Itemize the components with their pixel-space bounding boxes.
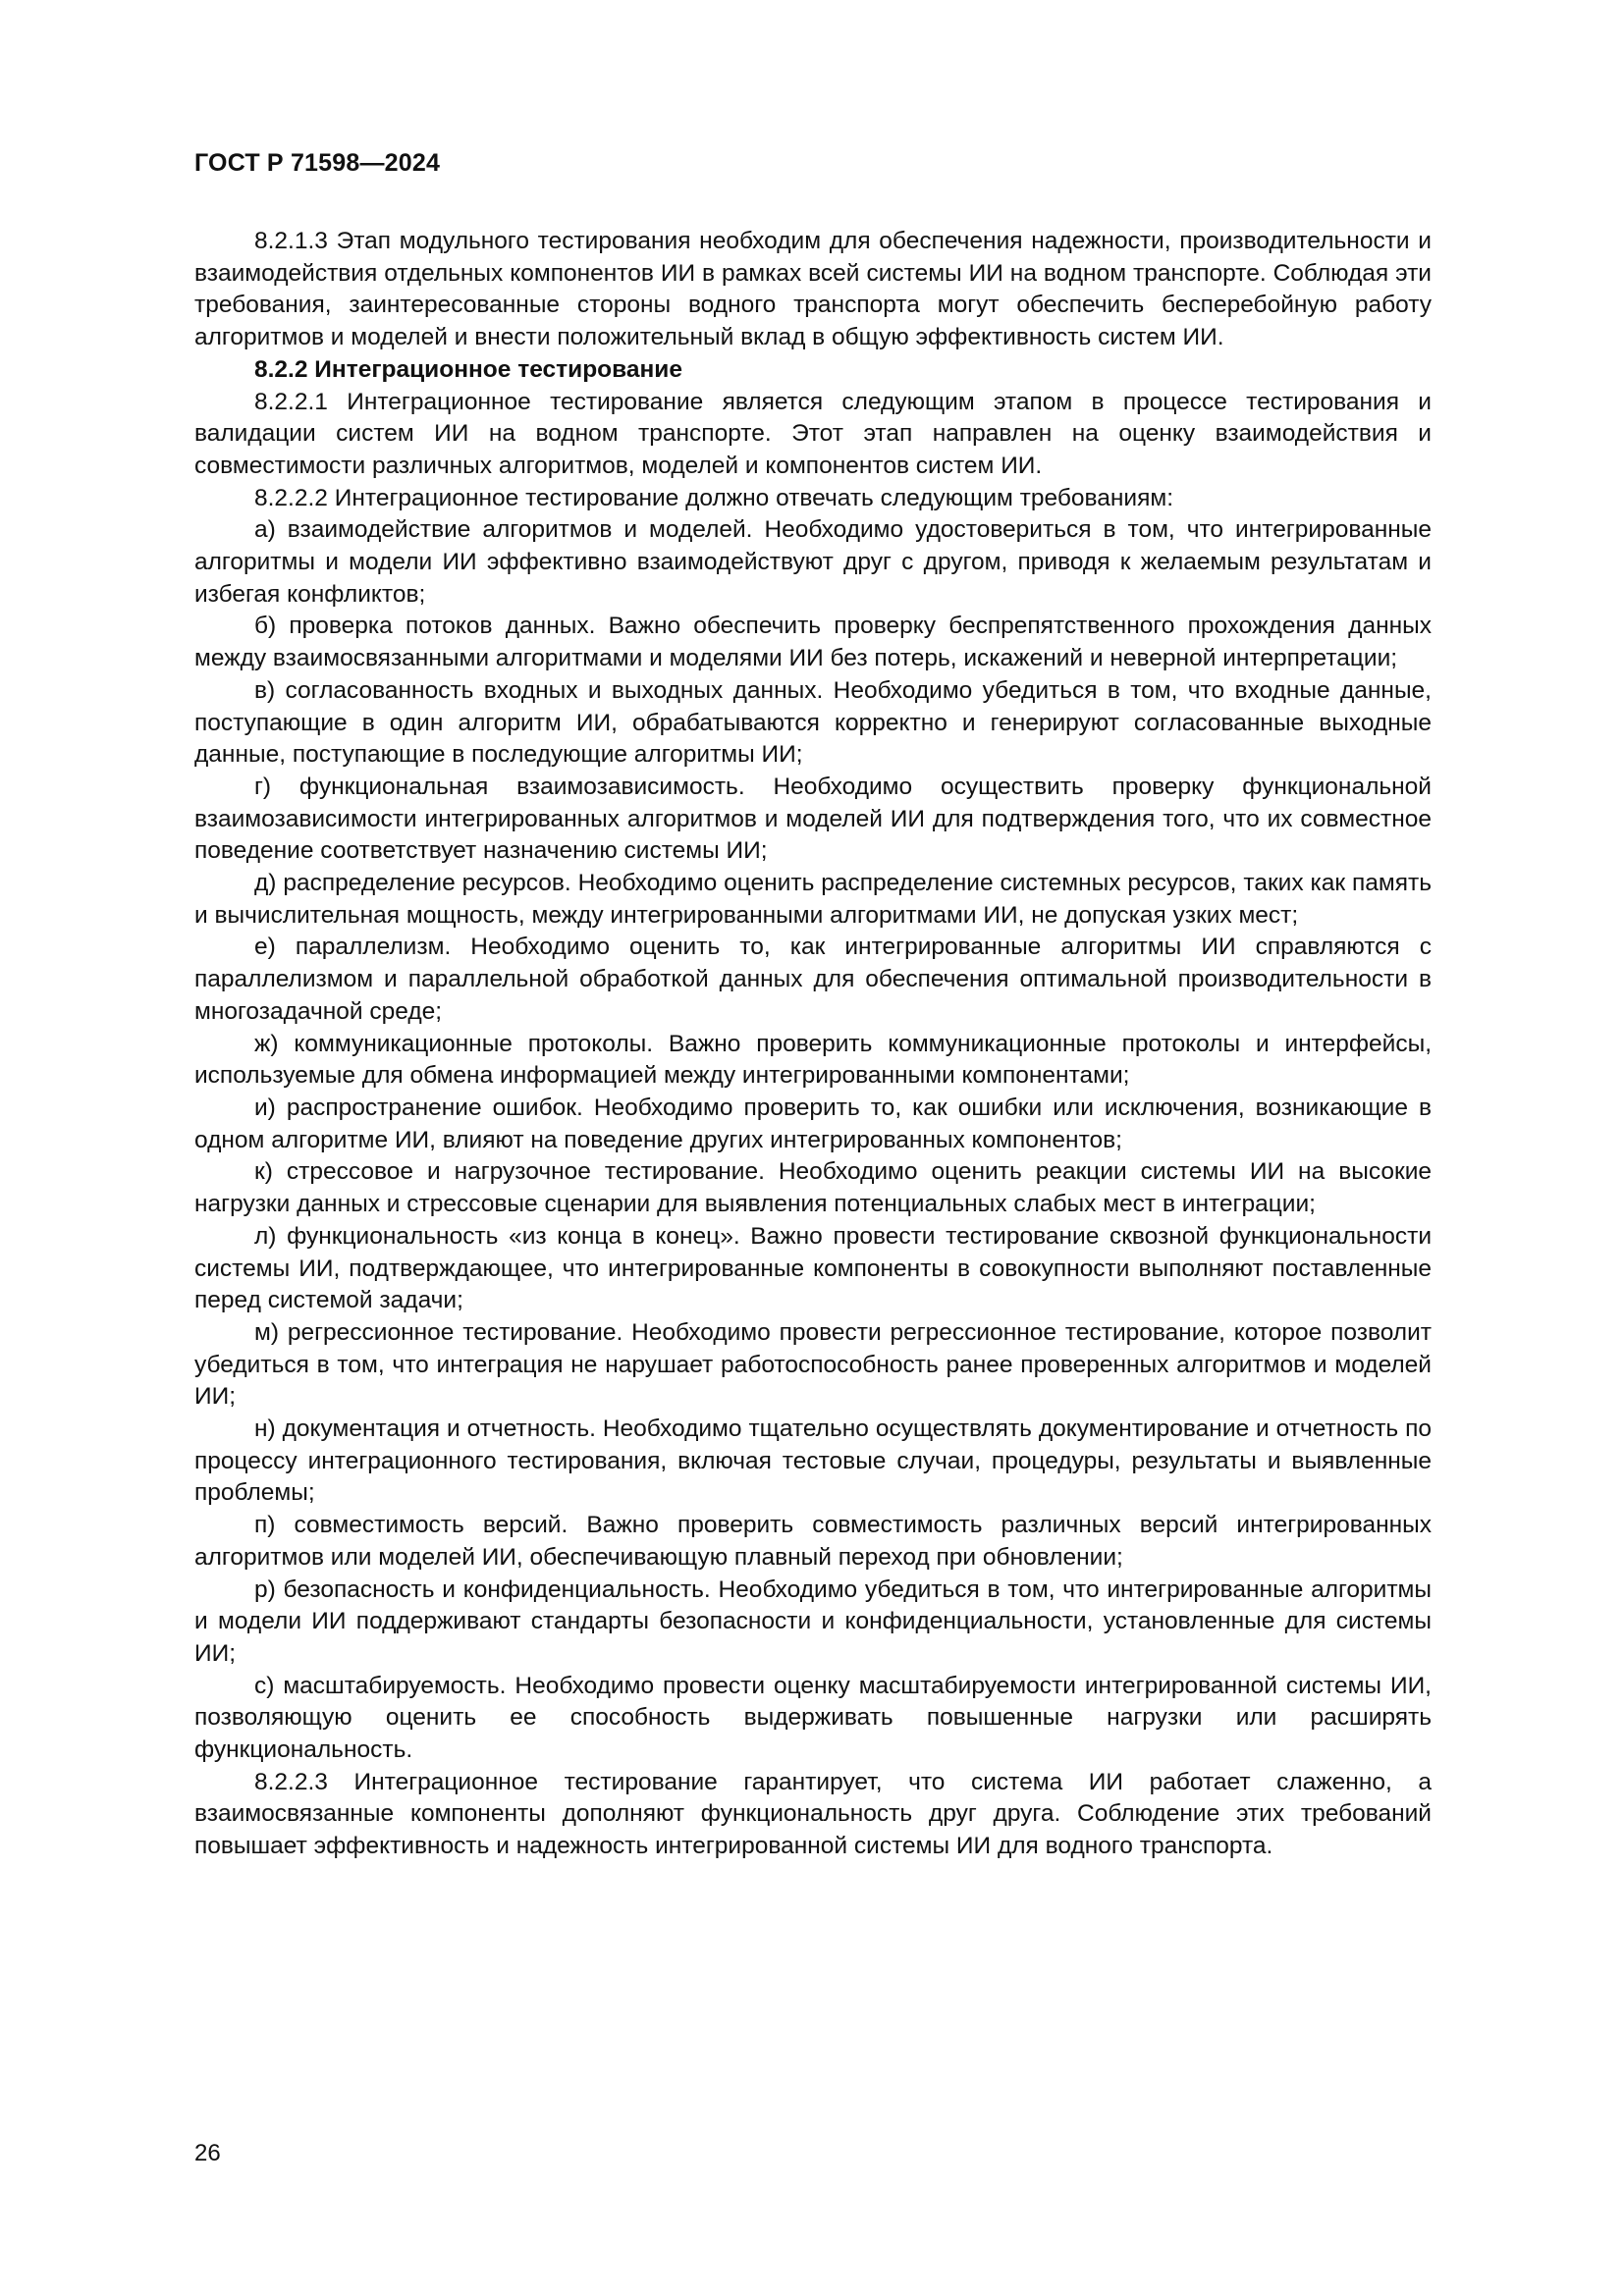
list-item-r: р) безопасность и конфиденциальность. Необходимо убедиться в том, что интегрированные алгоритмы и модели ИИ поддерживают стандарты безопасности и конфиденциальности, установленные для системы ИИ; xyxy=(194,1575,1432,1667)
list-item-zh: ж) коммуникационные протоколы. Важно проверить коммуникационные протоколы и интерфейсы, используемые для обмена информацией между интегрированными компонентами; xyxy=(194,1030,1432,1090)
list-item-d: д) распределение ресурсов. Необходимо оценить распределение системных ресурсов, таких как память и вычислительная мощность, между интегрированными алгоритмами ИИ, не допуская узких мест; xyxy=(194,870,1432,929)
list-item-k: к) стрессовое и нагрузочное тестирование. Необходимо оценить реакции системы ИИ на высокие нагрузки данных и стрессовые сценарии для выявления потенциальных слабых мест в интеграции; xyxy=(194,1158,1432,1218)
document-number: ГОСТ Р 71598—2024 xyxy=(194,149,441,177)
list-item-s: с) масштабируемость. Необходимо провести оценку масштабируемости интегрированной системы ИИ, позволяющую оценить ее способность выдерживать повышенные нагрузки или расширять функциональность. xyxy=(194,1672,1432,1764)
list-item-n: н) документация и отчетность. Необходимо тщательно осуществлять документирование и отчетность по процессу интеграционного тестирования, включая тестовые случаи, процедуры, результаты и выявленные проблемы; xyxy=(194,1415,1432,1507)
list-item-b: б) проверка потоков данных. Важно обеспечить проверку беспрепятственного прохождения данных между взаимосвязанными алгоритмами и моделями ИИ без потерь, искажений и неверной интерпретации; xyxy=(194,613,1432,672)
list-item-p: п) совместимость версий. Важно проверить совместимость различных версий интегрированных алгоритмов или моделей ИИ, обеспечивающую плавный переход при обновлении; xyxy=(194,1512,1432,1571)
list-item-e: е) параллелизм. Необходимо оценить то, как интегрированные алгоритмы ИИ справляются с параллелизмом и параллельной обработкой данных для обеспечения оптимальной производительности в многозадачной среде; xyxy=(194,934,1432,1025)
list-item-m: м) регрессионное тестирование. Необходимо провести регрессионное тестирование, которое позволит убедиться в том, что интеграция не нарушает работоспособность ранее проверенных алгоритмов и моделей ИИ; xyxy=(194,1318,1432,1411)
document-body xyxy=(194,226,1432,1863)
list-item-i: и) распространение ошибок. Необходимо проверить то, как ошибки или исключения, возникающие в одном алгоритме ИИ, влияют на поведение других интегрированных компонентов; xyxy=(194,1094,1432,1153)
list-item-v: в) согласованность входных и выходных данных. Необходимо убедиться в том, что входные данные, поступающие в один алгоритм ИИ, обрабатываются корректно и генерируют согласованные выходные данные, поступающие в последующие алгоритмы ИИ; xyxy=(194,676,1432,769)
list-item-a: а) взаимодействие алгоритмов и моделей. Необходимо удостовериться в том, что интегрированные алгоритмы и модели ИИ эффективно взаимодействуют друг с другом, приводя к желаемым результатам и избегая конфликтов; xyxy=(194,516,1432,608)
list-item-g: г) функциональная взаимозависимость. Необходимо осуществить проверку функциональной взаимозависимости интегрированных алгоритмов и моделей ИИ для подтверждения того, что их совместное поведение соответствует назначению системы ИИ; xyxy=(194,773,1432,865)
paragraph-8-2-2-3: 8.2.2.3 Интеграционное тестирование гарантирует, что система ИИ работает слаженно, а взаимосвязанные компоненты дополняют функциональность друг друга. Соблюдение этих требований повышает эффективность и надежность интегрированной системы ИИ для водного транспорта. xyxy=(194,1768,1432,1860)
paragraph-8-2-2-1: 8.2.2.1 Интеграционное тестирование является следующим этапом в процессе тестирования и валидации систем ИИ на водном транспорте. Этот этап направлен на оценку взаимодействия и совместимости различных алгоритмов, моделей и компонентов систем ИИ. xyxy=(194,388,1432,479)
section-heading-8-2-2: 8.2.2 Интеграционное тестирование xyxy=(254,355,682,383)
list-item-l: л) функциональность «из конца в конец». Важно провести тестирование сквозной функциональности системы ИИ, подтверждающее, что интегрированные компоненты в совокупности выполняют поставленные перед системой задачи; xyxy=(194,1222,1432,1314)
paragraph-8-2-2-2: 8.2.2.2 Интеграционное тестирование должно отвечать следующим требованиям: xyxy=(254,484,1174,511)
page-number: 26 xyxy=(194,2140,221,2166)
paragraph-8-2-1-3: 8.2.1.3 Этап модульного тестирования необходим для обеспечения надежности, производительности и взаимодействия отдельных компонентов ИИ в рамках всей системы ИИ на водном транспорте. Соблюдая эти требования, заинтересованные стороны водного транспорта могут обеспечить бесперебойную работу алгоритмов и моделей и внести положительный вклад в общую эффективность систем ИИ. xyxy=(194,228,1432,351)
